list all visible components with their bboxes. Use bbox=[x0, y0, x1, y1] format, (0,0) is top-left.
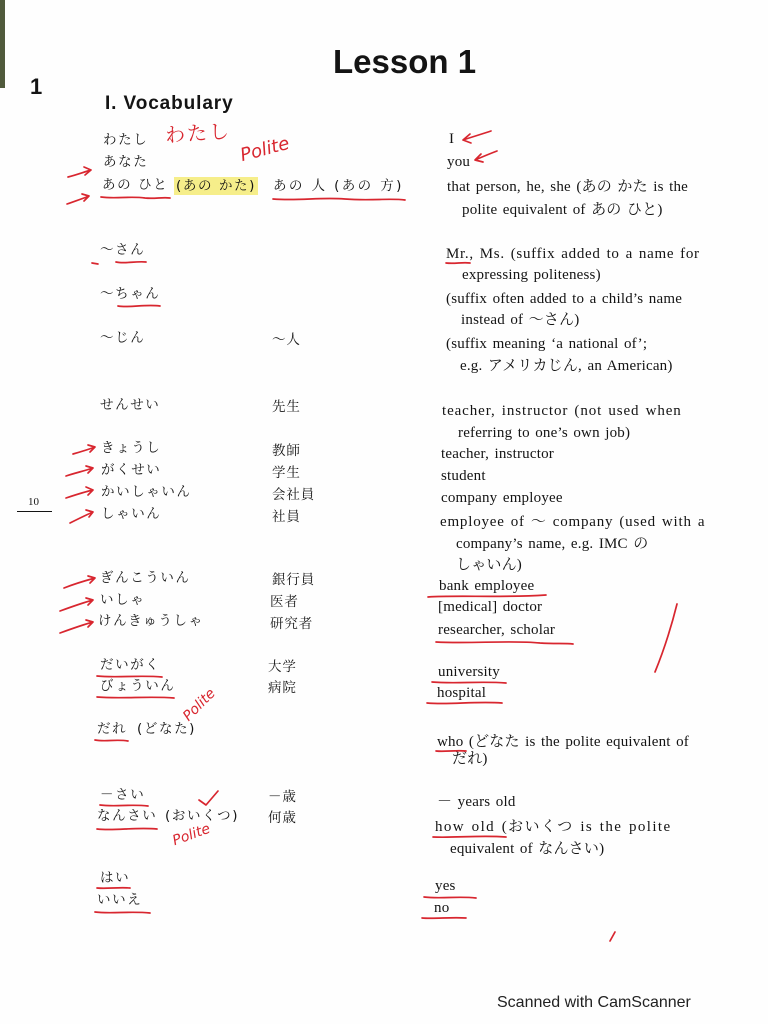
vocab-english-line: － years old bbox=[437, 794, 516, 810]
red-underline bbox=[273, 198, 405, 200]
red-underline bbox=[97, 888, 130, 889]
red-underline bbox=[97, 697, 174, 698]
red-check-mark bbox=[199, 791, 218, 805]
red-arrow bbox=[60, 598, 93, 611]
red-arrow bbox=[463, 131, 491, 143]
handwritten-polite-note: Polite bbox=[238, 132, 292, 167]
vocab-kanji: 社員 bbox=[272, 509, 301, 525]
red-arrow bbox=[64, 576, 95, 588]
red-underline bbox=[100, 805, 148, 806]
lesson-title: Lesson 1 bbox=[333, 43, 477, 80]
vocab-english-line: referring to one’s own job) bbox=[458, 425, 631, 441]
vocab-kana: せんせい bbox=[100, 397, 161, 413]
page-number: 1 bbox=[30, 74, 43, 99]
margin-page-number: 10 bbox=[28, 496, 39, 508]
red-underline bbox=[424, 897, 476, 898]
vocab-kana: ぎんこういん bbox=[100, 570, 191, 586]
red-underline bbox=[101, 197, 170, 198]
vocab-kana: いいえ bbox=[97, 892, 143, 908]
vocab-english-line: how old (おいくつ is the polite bbox=[435, 819, 672, 835]
vocab-english-line: (suffix meaning ‘a national of’; bbox=[446, 336, 648, 352]
vocab-kana: がくせい bbox=[101, 462, 162, 478]
vocab-english-line: researcher, scholar bbox=[438, 622, 556, 638]
vocab-kana: なんさい bbox=[97, 808, 158, 824]
vocab-kana: ～さん bbox=[100, 242, 146, 258]
red-arrow bbox=[66, 487, 93, 498]
vocab-kana-polite-highlighted: (あの かた) bbox=[176, 178, 257, 194]
vocab-kanji: 会社員 bbox=[272, 487, 316, 503]
vocab-english-line: university bbox=[438, 664, 500, 680]
red-underline bbox=[118, 305, 160, 306]
vocab-english-line: equivalent of なんさい) bbox=[450, 841, 605, 857]
red-underline bbox=[427, 702, 502, 703]
vocab-kanji: ～人 bbox=[272, 332, 301, 348]
vocab-english-line: that person, he, she (あの かた is the bbox=[447, 179, 689, 195]
handwritten-polite-note: Polite bbox=[170, 820, 213, 850]
vocab-kanji: 何歳 bbox=[268, 810, 297, 826]
red-arrow bbox=[73, 445, 95, 454]
vocab-english-line: no bbox=[434, 900, 450, 916]
vocab-kana: あの ひと bbox=[102, 177, 169, 193]
red-arrow bbox=[68, 167, 91, 177]
vocab-english-line: employee of ～ company (used with a bbox=[440, 514, 706, 530]
red-arrow bbox=[66, 466, 93, 476]
vocab-kana: ～じん bbox=[100, 330, 146, 346]
vocab-english-line: company employee bbox=[441, 490, 563, 506]
vocab-english-line: e.g. アメリカじん, an American) bbox=[460, 358, 673, 374]
vocab-english-line: Mr., Ms. (suffix added to a name for bbox=[446, 246, 700, 262]
vocab-kana: はい bbox=[100, 870, 131, 886]
vocab-kana: しゃいん bbox=[101, 506, 162, 522]
vocab-kanji: 医者 bbox=[270, 594, 299, 610]
vocab-kana: びょういん bbox=[100, 678, 176, 694]
red-underline bbox=[97, 828, 157, 829]
vocab-kana: かいしゃいん bbox=[101, 484, 192, 500]
vocab-kanji: 学生 bbox=[272, 465, 301, 481]
vocab-english-line: だれ) bbox=[452, 751, 488, 767]
vocab-english-line: hospital bbox=[437, 685, 487, 701]
vocab-english-line: [medical] doctor bbox=[438, 599, 543, 615]
red-arrow bbox=[67, 194, 89, 204]
section-heading: I. Vocabulary bbox=[105, 93, 234, 114]
vocab-english-line: yes bbox=[435, 878, 456, 894]
vocab-kana: あなた bbox=[103, 154, 149, 170]
vocab-kanji: 大学 bbox=[268, 659, 297, 675]
red-underline bbox=[422, 918, 466, 919]
vocab-english-line: expressing politeness) bbox=[462, 267, 601, 283]
vocab-english-line: teacher, instructor (not used when bbox=[442, 403, 682, 419]
vocab-english-line: instead of ～さん) bbox=[461, 312, 580, 328]
vocab-english-line: polite equivalent of あの ひと) bbox=[462, 202, 663, 218]
red-underline bbox=[116, 262, 146, 263]
vocab-english-line: teacher, instructor bbox=[441, 446, 554, 462]
vocab-kana: だれ bbox=[97, 721, 128, 737]
margin-rule bbox=[17, 511, 52, 512]
vocab-english-line: you bbox=[447, 154, 471, 170]
red-margin-stroke bbox=[655, 604, 677, 672]
red-arrow bbox=[70, 510, 93, 523]
vocab-kana: －さい bbox=[100, 787, 146, 803]
red-tick-mark bbox=[610, 932, 615, 941]
vocab-english-line: I bbox=[449, 131, 455, 147]
vocab-english-line: bank employee bbox=[439, 578, 535, 594]
red-underline bbox=[95, 740, 128, 741]
vocab-kana: けんきゅうしゃ bbox=[98, 613, 204, 629]
vocab-english-line: student bbox=[441, 468, 486, 484]
vocab-kanji: あの 人 (あの 方) bbox=[273, 178, 404, 194]
vocab-kanji: 教師 bbox=[272, 443, 301, 459]
handwritten-polite-note: Polite bbox=[180, 685, 219, 725]
vocab-kana: だいがく bbox=[100, 657, 161, 673]
vocab-kana-polite: (おいくつ) bbox=[165, 808, 240, 824]
red-underline bbox=[428, 595, 546, 597]
vocab-english-line: しゃいん) bbox=[456, 557, 522, 573]
scanner-watermark: Scanned with CamScanner bbox=[497, 994, 691, 1011]
red-underline bbox=[433, 836, 506, 837]
vocab-kanji: 研究者 bbox=[270, 616, 314, 632]
vocab-kanji: 銀行員 bbox=[272, 572, 316, 588]
vocab-kana-polite: (どなた) bbox=[137, 721, 197, 737]
vocab-kanji: －歳 bbox=[268, 789, 297, 805]
vocab-kana: きょうし bbox=[101, 440, 162, 456]
vocab-kanji: 病院 bbox=[268, 680, 297, 696]
red-tick-mark bbox=[92, 263, 98, 264]
vocab-kana: わたし bbox=[103, 132, 149, 148]
handwritten-watashi: わたし bbox=[164, 118, 232, 148]
vocab-english-line: (suffix often added to a child’s name bbox=[446, 291, 683, 307]
red-underline bbox=[95, 912, 150, 913]
red-underline bbox=[97, 676, 162, 677]
vocab-english-line: company’s name, e.g. IMC の bbox=[456, 536, 649, 552]
red-underline bbox=[436, 642, 573, 644]
red-underline bbox=[432, 682, 506, 683]
red-arrow bbox=[475, 151, 497, 162]
vocab-kanji: 先生 bbox=[272, 399, 301, 415]
scan-edge-shadow bbox=[0, 0, 5, 88]
red-arrow bbox=[60, 620, 93, 633]
vocab-english-line: who (どなた is the polite equivalent of bbox=[437, 734, 689, 750]
vocab-kana: いしゃ bbox=[100, 592, 146, 608]
vocab-kana: ～ちゃん bbox=[100, 286, 161, 302]
